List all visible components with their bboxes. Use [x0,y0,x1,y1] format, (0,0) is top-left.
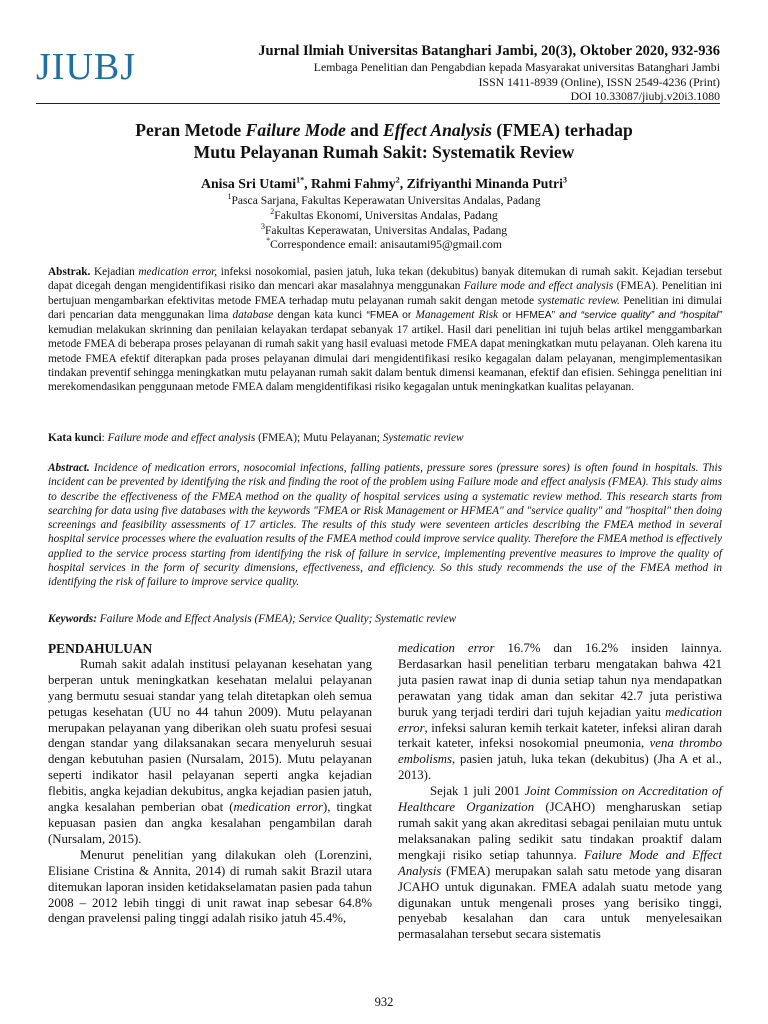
abstrak-indonesian: Abstrak. Kejadian medication error, infeksi nosokomial, pasien jatuh, luka tekan (dekubitus) banyak ditemukan di rumah sakit. Kejadian tersebut dapat dicegah dengan mengidentifikasi risiko dan mencari akar masalahnya menggunakan Failure mode and effect analysis (FMEA). Penelitian ini bertujuan mengambarkan efektivitas metode FMEA terhadap mutu pelayanan rumah sakit dengan metode systematic review. Penelitian ini dimulai dari pencarian data menggunakan lima database dengan kata kunci “FMEA or Management Risk or HFMEA” and “service quality” and “hospital” kemudian melakukan skrinning dan penilaian kelayakan terdapat sebanyak 17 artikel. Hasil dari penelitian ini tujuh belas artikel menggambarkan metode FMEA di beberapa proses pelayanan di rumah sakit yang hasil evaluasi metode FMEA dapat meningkatkan mutu pelayanan. Oleh karena itu metode FMEA efektif diterapkan pada proses pelayanan dimulai dari mengidentifikasi resiko kegagalan dalam pelayanan, mengimplementasikan tindakan preventif sehingga meningkatkan mutu pelayanan rumah sakit dalam bentuk dimensi keamanan, efektif dan efisien. Sehingga penelitian ini merekomendasikan penggunaan metode FMEA dalam mengidentifikasi risiko kegagalan untuk meningkatkan kualitas pelayanan. [48,266,723,394]
affiliations [40,194,728,253]
paper-title: Peran Metode Failure Mode and Effect Analysis (FMEA) terhadap Mutu Pelayanan Rumah Sakit: Systematik Review [135,120,633,162]
keywords: Keywords: Failure Mode and Effect Analysis (FMEA); Service Quality; Systematic review [48,613,457,625]
author-list: Anisa Sri Utami$^{1*}$, Rahmi Fahmy$^2$, Zifriyanthi Minanda Putri$^3$ [201,175,567,191]
body-left-column [48,641,372,927]
body-right-column [398,641,722,943]
abstract-english: Abstract. Incidence of medication errors, nosocomial infections, falling patients, pressure sores (pressure sores) is often found in hospitals. This incident can be prevented by identifying the risk and finding the root of the problem using Failure mode and effect analysis (FMEA). This study aims to describe the effectiveness of the FMEA method on the quality of hospital services using a systematic review method. This research starts from searching for data using five databases with the keywords "FMEA or Risk Management or HFMEA" and "service quality" and "hospital" then doing screenings and feasibility assessments of 17 articles. The results of this study were seventeen articles describing the FMEA method in several hospital service processes where the evaluation results of the FMEA method could improve service quality. Therefore the FMEA method is effectively applied to the service process starting from identifying the risk of failure in service, implementing preventive measures to improve the quality of hospital services in the form of security dimensions, effectiveness, and efficiency. So this study recommends the use of the FMEA method in identifying the risk of failure to improve service quality. [48,462,722,589]
publisher-line: Lembaga Penelitian dan Pengabdian kepada Masyarakat universitas Batanghari Jambi [313,60,720,74]
paragraph: Menurut penelitian yang dilakukan oleh (Lorenzini, Elisiane Cristina & Annita, 2014) di rumah sakit Brazil utara ditemukan laporan insiden ketidakselamatan pasien pada tahun 2008 – 2012 lebih tinggi di unit rawat inap sebesar 64.8% dengan pravelensi paling tinggi adalah risiko jatuh 45.4%, [48,847,372,926]
header-divider [36,103,720,104]
kata-kunci: Kata kunci: Failure mode and effect analysis (FMEA); Mutu Pelayanan; Systematic review [48,432,464,444]
correspondence-email: *Correspondence email: anisautami95@gmail.com [266,236,502,252]
section-heading: PENDAHULUAN [48,641,153,656]
journal-logo: JIUBJ [36,46,137,88]
page-number: 932 [374,995,394,1009]
journal-citation: Jurnal Ilmiah Universitas Batanghari Jambi, 20(3), Oktober 2020, 932-936 [258,43,720,59]
doi-line: DOI 10.33087/jiubj.v20i3.1080 [570,89,720,103]
journal-header [200,42,720,104]
affiliation-1: $^1$Pasca Sarjana, Fakultas Keperawatan Universitas Andalas, Padang [227,192,541,207]
paragraph: medication error 16.7% dan 16.2% insiden lainnya. Berdasarkan hasil penelitian terbaru mengatakan bahwa 421 juta pasien rawat inap di dunia setiap tahun nya mendapatkan perawatan yang tidak aman dan sekitar 42.7 juta peristiwa buruk yang terjadi terdiri dari tujuh kejadian yaitu medication error, infeksi saluran kemih terkait kateter, infeksi aliran darah terkait kateter, infeksi nosokomial pneumonia, vena thrombo embolisms, pasien jatuh, luka tekan (dekubitus) (Jha A et al., 2013). [398,641,722,783]
affiliation-3: $^3$Fakultas Keperawatan, Universitas Andalas, Padang [260,221,508,237]
affiliation-2: $^2$Fakultas Ekonomi, Universitas Andalas, Padang [270,206,498,222]
issn-line: ISSN 1411-8939 (Online), ISSN 2549-4236 (Print) [478,74,720,89]
paragraph: Sejak 1 juli 2001 Joint Commission on Accreditation of Healthcare Organization (JCAHO) mengharuskan setiap rumah sakit yang akan akreditasi sebagai penilaian mutu untuk melaksanakan paling sedikit satu tindakan proaktif dalam mengkaji risiko setiap tahunnya. Failure Mode and Effect Analysis (FMEA) merupakan salah satu metode yang disaran JCAHO untuk digunakan. FMEA adalah suatu metode yang digunakan untuk mengenali proses yang berisiko tinggi, penyebab kesalahan dan cara untuk menyelesaikan permasalahan tersebut secara sistematis [398,784,723,942]
paragraph: Rumah sakit adalah institusi pelayanan kesehatan yang berperan untuk meningkatkan kesehatan melalui pelayanan yang bermutu sesuai standar yang telah ditetapkan oleh semua petugas kesehatan (UU no 44 tahun 2009). Mutu pelayanan merupakan pelayanan yang diberikan oleh suatu profesi sesuai dengan standar yang dilaksanakan secara menyeluruh sesuai dengan kebutuhan pasien (Nursalam, 2015). Mutu pelayanan seperti indikator hasil pelayanan seperti angka kejadian flebitis, angka kejadian dekubitus, angka kejadian pasien jatuh, angka kesalahan pemberian obat (medication error), tingkat kepuasan pasien dan angka kesalahan pengambilan darah (Nursalam, 2015). [48,656,373,846]
